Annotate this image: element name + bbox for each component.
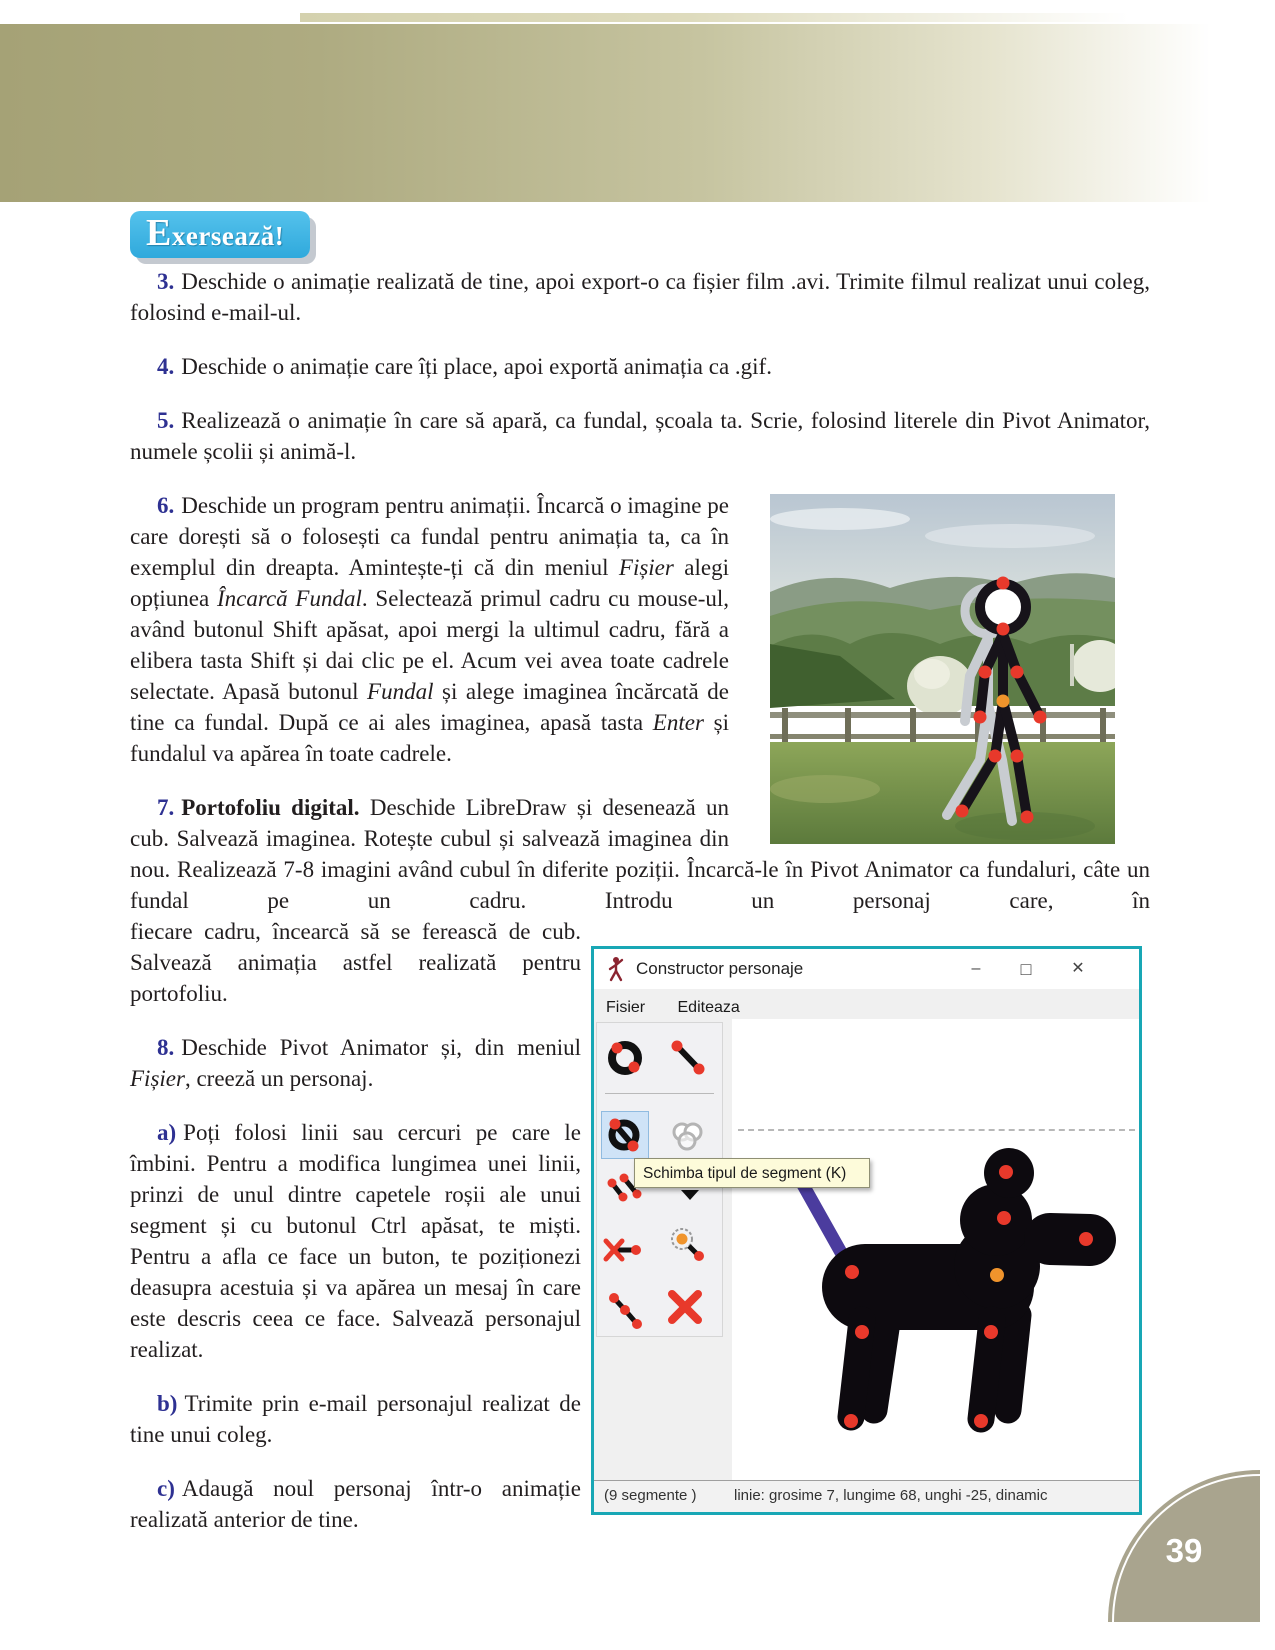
- exercise-text: Adaugă noul personaj într-o animație realizată anterior de tine.: [130, 1476, 581, 1532]
- attach-tool-icon[interactable]: [665, 1113, 711, 1159]
- exercise-number: 8.: [157, 1035, 175, 1060]
- exercise-6: [130, 490, 1150, 769]
- exercise-3: [130, 266, 1150, 328]
- exercise-text: Trimite prin e-mail personajul realizat de tine unui coleg.: [130, 1391, 581, 1447]
- exercise-number: 5.: [157, 408, 175, 433]
- window-titlebar[interactable]: [594, 949, 1139, 989]
- menu-bar: [594, 989, 1139, 1019]
- app-icon: [608, 956, 625, 983]
- maximize-button[interactable]: □: [1020, 959, 1032, 979]
- toolbar-divider: [605, 1093, 714, 1094]
- delete-figure-tool-icon[interactable]: [663, 1285, 709, 1331]
- exercise-badge: [130, 211, 310, 258]
- dog-body: [865, 1148, 1090, 1309]
- delete-segment-tool-icon[interactable]: [601, 1229, 647, 1275]
- dog-figure[interactable]: [732, 1019, 1139, 1481]
- exercise-letter: b): [157, 1391, 178, 1416]
- dog-origin-dot: [990, 1268, 1004, 1282]
- status-segment-count: (9 segmente ): [604, 1487, 697, 1504]
- exercise-number: 3.: [157, 269, 175, 294]
- constructor-window-figure: [591, 946, 1142, 1515]
- page-content: [130, 266, 1150, 1558]
- exercise-text: Realizează o animație în care să apară, ca fundal, școala ta. Scrie, folosind literele din Pivot Animator, numele școlii și animă-l.: [130, 408, 1150, 464]
- photo-fence-rail: [770, 734, 1115, 739]
- circle-tool-icon[interactable]: [603, 1035, 649, 1081]
- exercise-letter: c): [157, 1476, 175, 1501]
- tooltip: Schimba tipul de segment (K): [634, 1158, 870, 1188]
- status-bar: [594, 1480, 1139, 1512]
- menu-fisier[interactable]: Fisier: [606, 999, 646, 1016]
- photo-fence-rail: [770, 712, 1115, 718]
- exercise-number: 4.: [157, 354, 175, 379]
- segment-options-dropdown-icon[interactable]: [675, 1185, 705, 1205]
- line-tool-icon[interactable]: [665, 1035, 711, 1081]
- menu-editeaza[interactable]: Editeaza: [677, 999, 740, 1016]
- page-corner: [1100, 1462, 1260, 1622]
- exercise-number: 6.: [157, 493, 175, 518]
- constructor-window: [591, 946, 1142, 1515]
- origin-dot: [997, 695, 1010, 708]
- exercise-4: [130, 351, 1150, 382]
- zoom-tool-icon[interactable]: [663, 1223, 709, 1269]
- landscape-photo: [743, 494, 1088, 844]
- change-segment-type-tool-icon[interactable]: [601, 1111, 649, 1159]
- window-title: Constructor personaje: [636, 959, 804, 978]
- page-number: 39: [1165, 1532, 1203, 1569]
- exercise-badge-label: Exersează!: [146, 212, 285, 254]
- minimize-button[interactable]: –: [971, 960, 981, 977]
- close-button[interactable]: ✕: [1071, 960, 1085, 977]
- exercise-text: Deschide un program pentru animații. Încarcă o imagine pe care dorești să o folosești ca fundal pentru animația ta, ca în exemplul din dreapta. Amintește-ți că din meniul Fișier alegi opțiunea Încarcă Fundal. Selectează primul cadru cu mouse-ul, având butonul Shift apăsat, apoi mergi la ultimul cadru, fără a elibera tasta Shift și dai clic pe el. Acum vei avea toate cadrele selectate. Apasă butonul Fundal și alege imaginea încărcată de tine ca fundal. După ce ai ales imaginea, apasă tasta Enter și fundalul va apărea în toate cadrele.: [130, 493, 729, 766]
- status-segment-info: linie: grosime 7, lungime 68, unghi -25, dinamic: [734, 1487, 1048, 1504]
- exercise-text: Deschide Pivot Animator și, din meniul Fișier, creeză un personaj.: [130, 1035, 581, 1091]
- exercise-letter: a): [157, 1120, 177, 1145]
- exercise-text: Deschide o animație care îți place, apoi exportă animația ca .gif.: [181, 354, 772, 379]
- exercise-text: Deschide o animație realizată de tine, apoi export-o ca fișier film .avi. Trimite filmul realizat unui coleg, folosind e-mail-ul.: [130, 269, 1150, 325]
- figure-canvas[interactable]: [732, 1019, 1139, 1481]
- split-segment-tool-icon[interactable]: [605, 1289, 651, 1335]
- top-strip-decoration: [300, 13, 1275, 22]
- header-band: [0, 24, 1275, 202]
- exercise-text: Portofoliu digital. Deschide LibreDraw și desenează un cub. Salvează imaginea. Rotește cubul și salvează imaginea din nou. Realizează 7-8 imagini având cubul în diferite poziții. Încarcă-le în Pivot Animator ca fundaluri, câte un fundal pe un cadru. Introdu un personaj care, în: [130, 795, 1150, 913]
- exercise-text: fiecare cadru, încearcă să se ferească de cub. Salvează animația astfel realizată pentru portofoliu.: [130, 919, 581, 1006]
- exercise-text: Poți folosi linii sau cercuri pe care le îmbini. Pentru a modifica lungimea unei linii, prinzi de unul dintre capetele roșii ale unui segment și cu butonul Ctrl apăsat, te miști. Pentru a afla ce face un buton, te poziționezi deasupra acestuia și va apărea un mesaj în care este descris ceea ce face. Salvează personajul realizat.: [130, 1120, 581, 1362]
- exercise-number: 7.: [157, 795, 175, 820]
- exercise-5: [130, 405, 1150, 467]
